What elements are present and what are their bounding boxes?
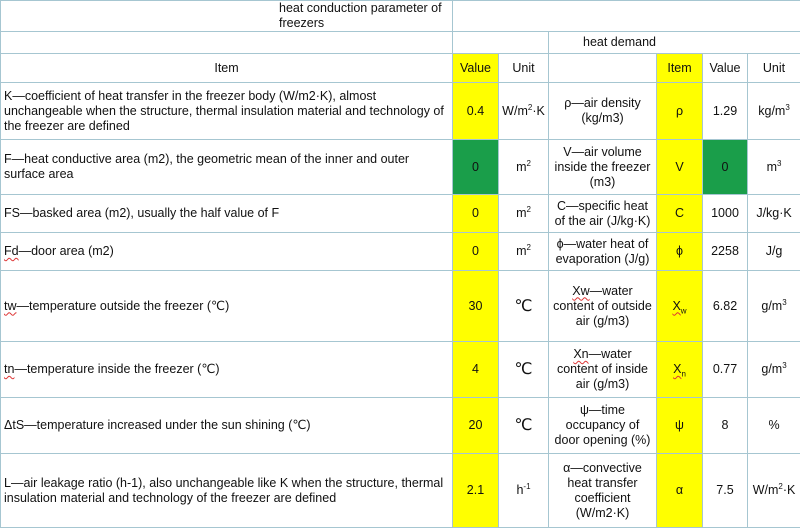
table-row [1,454,800,528]
item-description: tw—temperature outside the freezer (℃) [1,271,453,342]
item-value: 20 [453,398,499,454]
heat-demand-value: 6.82 [703,271,748,342]
item-description: L—air leakage ratio (h-1), also unchangeable like K when the structure, thermal insulation material and technology of the freezer are defined [1,454,453,528]
item-unit: $m^2$ [499,195,549,233]
heat-demand-unit: $W/m^2\cdot K$ [748,454,800,528]
heat-demand-symbol: V [657,140,703,195]
heat-demand-header: heat demand [549,32,800,54]
header-value-right: Value [703,54,748,83]
table-title: heat conduction parameter of freezers [1,1,453,32]
heat-demand-unit: $m^3$ [748,140,800,195]
item-unit: $m^2$ [499,140,549,195]
heat-demand-description: ψ—time occupancy of door opening (%) [549,398,657,454]
table-row [1,271,800,342]
item-value: 2.1 [453,454,499,528]
heat-demand-value: 7.5 [703,454,748,528]
heat-demand-row [1,32,800,54]
heat-demand-value: 0 [703,140,748,195]
header-unit-right: Unit [748,54,800,83]
heat-demand-value: 2258 [703,233,748,271]
header-item: Item [1,54,453,83]
heat-demand-symbol: C [657,195,703,233]
item-value: 0 [453,195,499,233]
item-unit: ℃ [499,271,549,342]
heat-demand-description: Xw—water content of outside air (g/m3) [549,271,657,342]
heat-demand-description: V—air volume inside the freezer (m3) [549,140,657,195]
item-description: F—heat conductive area (m2), the geometric mean of the inner and outer surface area [1,140,453,195]
table-row [1,233,800,271]
table-row [1,342,800,398]
title-row [1,1,800,32]
heat-demand-description: ϕ—water heat of evaporation (J/g) [549,233,657,271]
heat-demand-value: 0.77 [703,342,748,398]
header-empty-cell [549,54,657,83]
heat-demand-symbol: $X_n$ [657,342,703,398]
heat-demand-value: 1000 [703,195,748,233]
heat-demand-row-empty-cell [453,32,549,54]
item-unit: ℃ [499,342,549,398]
heat-demand-unit: J/g [748,233,800,271]
table-row [1,398,800,454]
header-unit: Unit [499,54,549,83]
heat-demand-description: C—specific heat of the air (J/kg·K) [549,195,657,233]
heat-demand-row-empty-cell [1,32,453,54]
item-description: FS—basked area (m2), usually the half value of F [1,195,453,233]
heat-demand-unit: % [748,398,800,454]
heat-demand-description: Xn—water content of inside air (g/m3) [549,342,657,398]
table-row [1,83,800,140]
heat-demand-symbol: ϕ [657,233,703,271]
heat-demand-symbol: ρ [657,83,703,140]
item-value: 0 [453,233,499,271]
heat-demand-description: ρ—air density (kg/m3) [549,83,657,140]
item-unit: $h^{-1}$ [499,454,549,528]
heat-demand-unit: $g/m^3$ [748,342,800,398]
item-unit: $m^2$ [499,233,549,271]
header-row [1,54,800,83]
item-value: 0 [453,140,499,195]
heat-demand-symbol: $X_w$ [657,271,703,342]
heat-demand-value: 1.29 [703,83,748,140]
item-description: ΔtS—temperature increased under the sun shining (℃) [1,398,453,454]
item-unit: $W/m^2\cdot K$ [499,83,549,140]
header-item-right: Item [657,54,703,83]
table-row [1,140,800,195]
item-description: tn—temperature inside the freezer (℃) [1,342,453,398]
item-value: 0.4 [453,83,499,140]
item-description: Fd—door area (m2) [1,233,453,271]
heat-demand-description: α—convective heat transfer coefficient (W/m2·K) [549,454,657,528]
item-unit: ℃ [499,398,549,454]
item-value: 30 [453,271,499,342]
heat-demand-symbol: ψ [657,398,703,454]
header-value: Value [453,54,499,83]
table-row [1,195,800,233]
heat-demand-value: 8 [703,398,748,454]
heat-demand-unit: $g/m^3$ [748,271,800,342]
heat-demand-unit: J/kg·K [748,195,800,233]
heat-demand-symbol: α [657,454,703,528]
heat-demand-unit: $kg/m^3$ [748,83,800,140]
title-row-empty-cell [453,1,800,32]
item-value: 4 [453,342,499,398]
item-description: K—coefficient of heat transfer in the freezer body (W/m2·K), almost unchangeable when the structure, thermal insulation material and technology of the freezer are defined [1,83,453,140]
